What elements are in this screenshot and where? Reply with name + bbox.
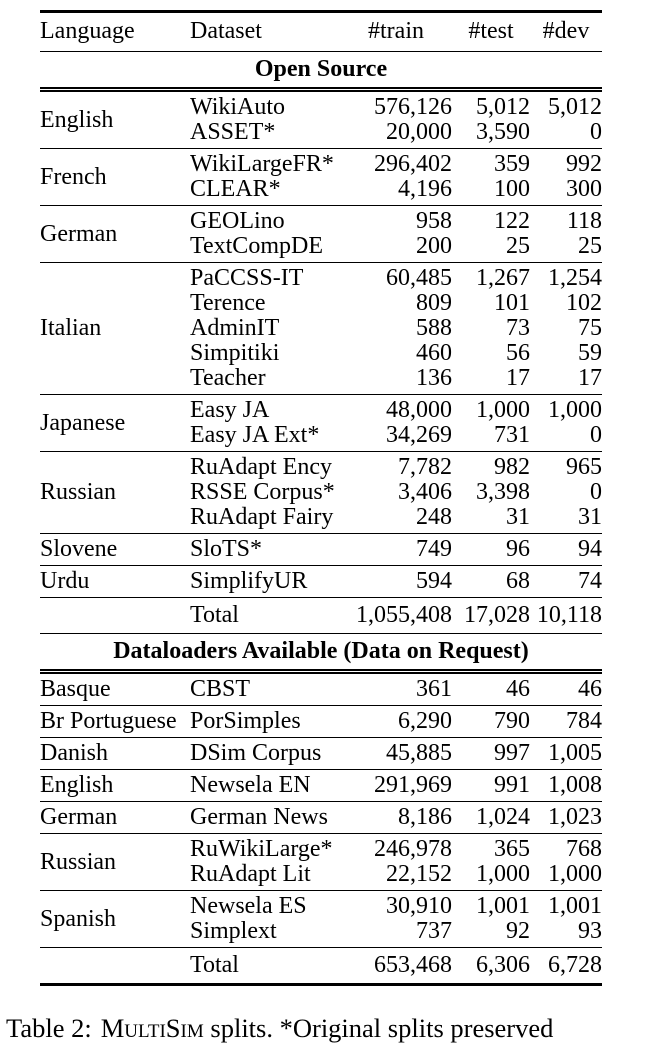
test-cell: 100 [494, 176, 530, 202]
dataset-cell: CLEAR* [190, 176, 281, 202]
dataset-cell: AdminIT [190, 315, 280, 341]
test-cell: 3,398 [476, 479, 530, 505]
dataset-cell: Teacher [190, 365, 266, 391]
test-cell: 997 [452, 738, 530, 770]
dataset-cell: PorSimples [190, 706, 340, 738]
language-cell: Italian [40, 263, 190, 395]
dev-cell: 102 [566, 290, 602, 316]
dev-cell: 992 [530, 149, 602, 178]
dataset-cell: SimplifyUR [190, 566, 340, 598]
dataset-cell: GEOLino [190, 206, 340, 235]
dev-cell: 0 [590, 479, 602, 505]
dev-cell: 93 [578, 918, 602, 944]
train-cell: 20,000 [386, 119, 452, 145]
dev-cell: 0 [590, 422, 602, 448]
language-cell: Russian [40, 834, 190, 891]
dev-cell: 965 [530, 452, 602, 481]
section-title-row [40, 52, 602, 90]
test-cell: 991 [452, 770, 530, 802]
dataset-row [40, 738, 602, 770]
dev-cell: 1,023 [530, 802, 602, 834]
test-cell: 17 [506, 365, 530, 391]
test-cell: 68 [452, 566, 530, 598]
dataset-row [40, 534, 602, 566]
test-cell: 101 [494, 290, 530, 316]
dev-cell: 75 [578, 315, 602, 341]
dev-cell: 1,001 [530, 891, 602, 920]
train-cell: 22,152 [386, 861, 452, 887]
language-cell: Russian [40, 452, 190, 534]
test-cell: 122 [452, 206, 530, 235]
total-test-cell: 6,306 [452, 948, 530, 985]
dev-cell: 17 [578, 365, 602, 391]
dataset-cell: RuWikiLarge* [190, 834, 340, 863]
section-title: Dataloaders Available (Data on Request) [40, 634, 602, 672]
train-cell: 45,885 [340, 738, 452, 770]
language-cell: German [40, 802, 190, 834]
train-cell: 588 [416, 315, 452, 341]
train-cell: 7,782 [340, 452, 452, 481]
dataset-cell: Easy JA [190, 395, 340, 424]
dev-cell: 1,254 [530, 263, 602, 292]
dataset-cell: SloTS* [190, 534, 340, 566]
dev-cell: 1,008 [530, 770, 602, 802]
dataset-cell: DSim Corpus [190, 738, 340, 770]
dataset-cell: RuAdapt Fairy [190, 504, 334, 530]
section-title-row [40, 634, 602, 672]
test-cell: 1,024 [452, 802, 530, 834]
test-cell: 1,000 [476, 861, 530, 887]
language-cell: Japanese [40, 395, 190, 452]
dataset-cell: CBST [190, 676, 251, 702]
dev-cell: 74 [530, 566, 602, 598]
dataset-row [40, 891, 602, 920]
train-cell: 8,186 [340, 802, 452, 834]
language-cell: Basque [40, 676, 111, 702]
test-cell: 1,000 [452, 395, 530, 424]
total-dev-cell: 6,728 [530, 948, 602, 985]
dataset-row [40, 149, 602, 178]
dataset-cell: RuAdapt Ency [190, 452, 340, 481]
test-cell: 92 [506, 918, 530, 944]
test-cell: 359 [452, 149, 530, 178]
train-cell: 291,969 [340, 770, 452, 802]
dev-cell: 1,000 [530, 395, 602, 424]
col-header-train: #train [340, 12, 452, 52]
test-cell: 3,590 [476, 119, 530, 145]
train-cell: 460 [416, 340, 452, 366]
language-cell: Br Portuguese [40, 706, 190, 738]
train-cell: 361 [416, 676, 452, 702]
train-cell: 3,406 [398, 479, 452, 505]
total-label: Total [190, 948, 340, 985]
caption-label: Table 2: [6, 1013, 92, 1043]
train-cell: 48,000 [340, 395, 452, 424]
dev-cell: 118 [530, 206, 602, 235]
total-row [40, 948, 602, 985]
dataset-cell: Terence [190, 290, 266, 316]
dataset-row [40, 706, 602, 738]
total-train-cell: 1,055,408 [340, 598, 452, 634]
test-cell: 46 [506, 676, 530, 702]
test-cell: 1,267 [452, 263, 530, 292]
test-cell: 1,001 [452, 891, 530, 920]
dev-cell: 300 [566, 176, 602, 202]
dev-cell: 94 [530, 534, 602, 566]
dataset-row [40, 263, 602, 292]
test-cell: 790 [452, 706, 530, 738]
dev-cell: 46 [578, 676, 602, 702]
train-cell: 200 [416, 233, 452, 259]
test-cell: 73 [506, 315, 530, 341]
train-cell: 296,402 [340, 149, 452, 178]
dataset-cell: Simpitiki [190, 340, 280, 366]
dataset-row [40, 566, 602, 598]
dev-cell: 784 [530, 706, 602, 738]
train-cell: 30,910 [340, 891, 452, 920]
dataset-cell: Newsela ES [190, 891, 340, 920]
dataset-row [40, 802, 602, 834]
splits-table [40, 10, 602, 986]
language-cell: English [40, 770, 190, 802]
dataset-cell: ASSET* [190, 119, 276, 145]
language-cell: English [40, 106, 114, 133]
total-test-cell: 17,028 [452, 598, 530, 634]
dataset-cell: TextCompDE [190, 233, 323, 259]
dataset-row [40, 206, 602, 235]
test-cell: 5,012 [476, 94, 530, 120]
dataset-cell: WikiLargeFR* [190, 149, 340, 178]
dev-cell: 59 [578, 340, 602, 366]
train-cell: 6,290 [340, 706, 452, 738]
header-row [40, 12, 602, 52]
dev-cell: 31 [578, 504, 602, 530]
dataset-row [40, 770, 602, 802]
dataset-row [40, 90, 602, 121]
table-caption [6, 1012, 652, 1044]
dataset-cell: PaCCSS-IT [190, 263, 340, 292]
test-cell: 982 [452, 452, 530, 481]
language-cell: Urdu [40, 566, 190, 598]
train-cell: 958 [340, 206, 452, 235]
dataset-cell: Simplext [190, 918, 277, 944]
dev-cell: 25 [578, 233, 602, 259]
language-cell: French [40, 149, 190, 206]
caption-dataset-name: MultiSim [100, 1013, 204, 1043]
language-cell: Slovene [40, 534, 190, 566]
dev-cell: 5,012 [548, 94, 602, 120]
train-cell: 34,269 [386, 422, 452, 448]
language-cell: German [40, 206, 190, 263]
col-header-language: Language [40, 12, 190, 52]
test-cell: 56 [506, 340, 530, 366]
dev-cell: 768 [530, 834, 602, 863]
dataset-row [40, 395, 602, 424]
test-cell: 365 [452, 834, 530, 863]
train-cell: 749 [340, 534, 452, 566]
language-cell: Spanish [40, 891, 190, 948]
total-train-cell: 653,468 [340, 948, 452, 985]
section-title: Open Source [40, 52, 602, 90]
dataset-cell: Newsela EN [190, 770, 340, 802]
total-empty-cell [40, 598, 190, 634]
language-cell: Danish [40, 738, 190, 770]
test-cell: 731 [494, 422, 530, 448]
total-label: Total [190, 598, 340, 634]
train-cell: 4,196 [398, 176, 452, 202]
dataset-cell: Easy JA Ext* [190, 422, 320, 448]
caption-text: splits. *Original splits preserved [210, 1013, 554, 1043]
train-cell: 809 [416, 290, 452, 316]
total-dev-cell: 10,118 [530, 598, 602, 634]
test-cell: 31 [506, 504, 530, 530]
col-header-dataset: Dataset [190, 12, 340, 52]
col-header-test: #test [452, 12, 530, 52]
dataset-row [40, 834, 602, 863]
test-cell: 25 [506, 233, 530, 259]
dataset-row [40, 452, 602, 481]
dev-cell: 1,000 [548, 861, 602, 887]
train-cell: 737 [416, 918, 452, 944]
dev-cell: 1,005 [530, 738, 602, 770]
train-cell: 594 [340, 566, 452, 598]
train-cell: 136 [416, 365, 452, 391]
train-cell: 248 [416, 504, 452, 530]
col-header-dev: #dev [530, 12, 602, 52]
dev-cell: 0 [590, 119, 602, 145]
train-cell: 576,126 [374, 94, 452, 120]
dataset-cell: RSSE Corpus* [190, 479, 335, 505]
dataset-row [40, 672, 602, 706]
dataset-cell: German News [190, 802, 340, 834]
train-cell: 246,978 [340, 834, 452, 863]
dataset-cell: WikiAuto [190, 94, 286, 120]
test-cell: 96 [452, 534, 530, 566]
total-empty-cell [40, 948, 190, 985]
train-cell: 60,485 [340, 263, 452, 292]
total-row [40, 598, 602, 634]
dataset-cell: RuAdapt Lit [190, 861, 311, 887]
